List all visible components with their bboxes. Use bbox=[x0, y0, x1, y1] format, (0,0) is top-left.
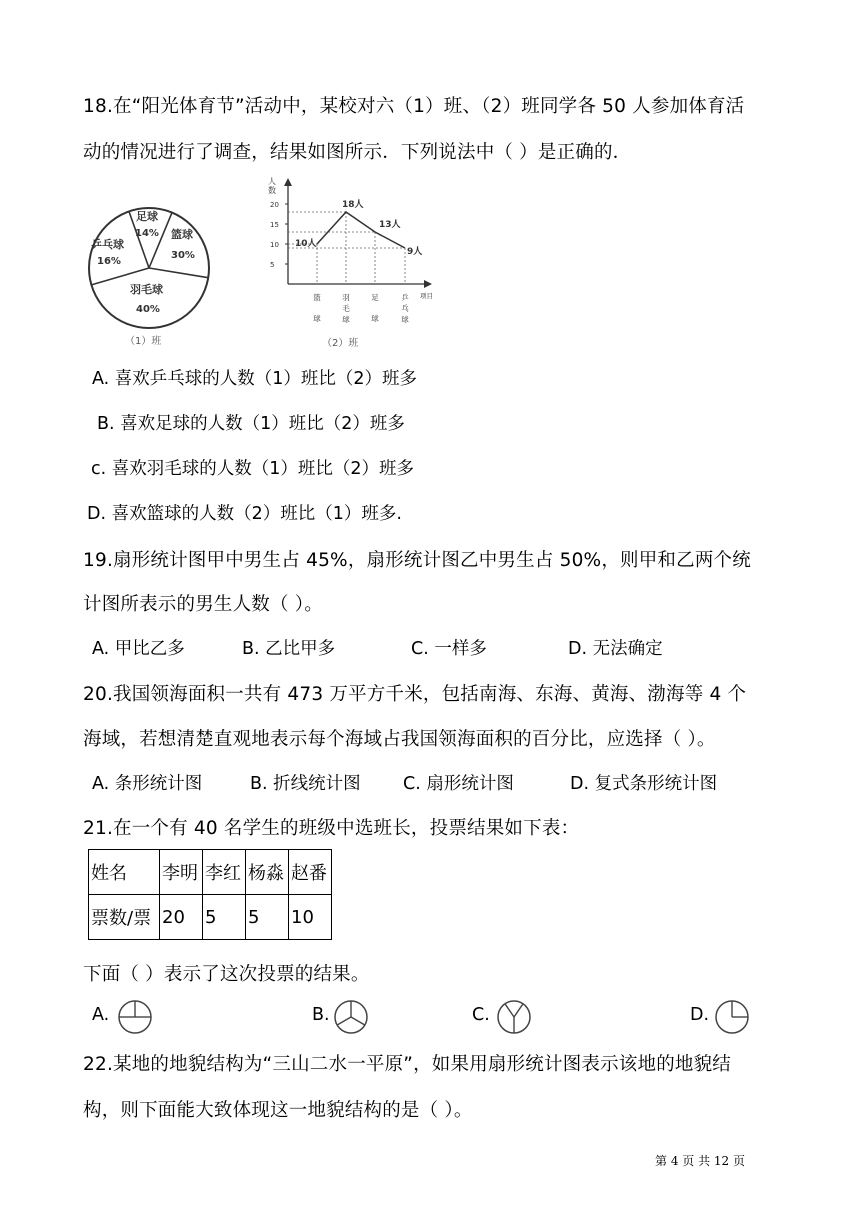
table-cell: 赵番 bbox=[289, 850, 332, 895]
table-cell: 票数/票 bbox=[89, 895, 160, 940]
y-ticks bbox=[270, 201, 288, 269]
pie-label-badminton: 羽毛球 bbox=[130, 283, 163, 296]
y-tick-label: 5 bbox=[270, 261, 275, 269]
pie-value-basketball: 30% bbox=[171, 250, 195, 261]
table-row bbox=[89, 850, 332, 895]
pie-chart-class1 bbox=[80, 192, 230, 352]
pie-value-football: 14% bbox=[135, 228, 159, 239]
q20-line1: 20.我国领海面积一共有 473 万平方千米，包括南海、东海、黄海、渤海等 4 个 bbox=[83, 684, 747, 705]
table-cell: 姓名 bbox=[89, 850, 160, 895]
table-row bbox=[89, 895, 332, 940]
x-category-label: 羽毛球 bbox=[342, 293, 350, 324]
pie-value-badminton: 40% bbox=[136, 304, 160, 315]
q21-option-a[interactable]: A. bbox=[92, 1005, 110, 1025]
q20-option-d[interactable]: D. 复式条形统计图 bbox=[570, 774, 718, 794]
table-cell: 5 bbox=[203, 895, 246, 940]
point-label: 18人 bbox=[342, 200, 364, 210]
q18-option-b[interactable]: B. 喜欢足球的人数（1）班比（2）班多 bbox=[97, 414, 405, 434]
x-category-label: 篮球 bbox=[313, 293, 321, 323]
table-cell: 20 bbox=[160, 895, 203, 940]
q21-line1: 21.在一个有 40 名学生的班级中选班长，投票结果如下表： bbox=[83, 818, 580, 839]
pie-option-a-icon[interactable] bbox=[115, 997, 155, 1037]
q20-option-a[interactable]: A. 条形统计图 bbox=[92, 774, 203, 794]
point-label: 13人 bbox=[379, 220, 401, 230]
pie-option-d-icon[interactable] bbox=[712, 997, 752, 1037]
x-categories bbox=[313, 292, 409, 324]
q22-line2: 构，则下面能大致体现这一地貌结构的是（ ）。 bbox=[83, 1100, 473, 1121]
table-cell: 杨淼 bbox=[246, 850, 289, 895]
table-cell: 李明 bbox=[160, 850, 203, 895]
vote-table bbox=[88, 849, 332, 940]
x-category-label: 乒乓球 bbox=[401, 293, 409, 324]
pie-value-pingpong: 16% bbox=[97, 256, 121, 267]
q19-option-d[interactable]: D. 无法确定 bbox=[568, 639, 663, 659]
q19-option-c[interactable]: C. 一样多 bbox=[411, 639, 487, 659]
line-chart-caption: （2）班 bbox=[322, 338, 359, 349]
pie-label-basketball: 篮球 bbox=[171, 228, 193, 241]
q21-option-b[interactable]: B. bbox=[312, 1005, 330, 1025]
point-labels bbox=[295, 198, 422, 257]
table-cell: 10 bbox=[289, 895, 332, 940]
pie-option-b-icon[interactable] bbox=[331, 997, 371, 1037]
q22-line1: 22.某地的地貌结构为“三山二水一平原”，如果用扇形统计图表示该地的地貌结 bbox=[83, 1054, 731, 1075]
pie-caption: （1）班 bbox=[125, 336, 162, 347]
x-axis-label: 项目 bbox=[420, 292, 433, 300]
q21-option-c[interactable]: C. bbox=[472, 1005, 490, 1025]
pie-option-c-icon[interactable] bbox=[494, 997, 534, 1037]
q18-option-c[interactable]: c. 喜欢羽毛球的人数（1）班比（2）班多 bbox=[91, 459, 415, 479]
y-axis-arrow bbox=[284, 178, 292, 186]
x-axis-arrow bbox=[424, 280, 432, 288]
series-line bbox=[317, 212, 405, 248]
y-axis-label-char: 人 bbox=[268, 177, 276, 186]
q19-option-b[interactable]: B. 乙比甲多 bbox=[242, 639, 336, 659]
table-cell: 李红 bbox=[203, 850, 246, 895]
pie-label-football: 足球 bbox=[136, 210, 158, 223]
line-chart-class2 bbox=[262, 174, 452, 354]
q21-line2: 下面（ ）表示了这次投票的结果。 bbox=[83, 964, 370, 985]
q21-option-d[interactable]: D. bbox=[690, 1005, 710, 1025]
q19-line2: 计图所表示的男生人数（ ）。 bbox=[83, 594, 323, 615]
x-category-label: 足球 bbox=[371, 293, 379, 323]
q19-line1: 19.扇形统计图甲中男生占 45%，扇形统计图乙中男生占 50%，则甲和乙两个统 bbox=[83, 550, 751, 571]
q18-option-d[interactable]: D. 喜欢篮球的人数（2）班比（1）班多. bbox=[87, 504, 402, 524]
y-axis-label-char: 数 bbox=[268, 186, 276, 195]
q20-option-c[interactable]: C. 扇形统计图 bbox=[403, 774, 514, 794]
q20-option-b[interactable]: B. 折线统计图 bbox=[250, 774, 361, 794]
point-label: 9人 bbox=[407, 247, 423, 257]
q18-line1: 18.在“阳光体育节”活动中，某校对六（1）班、（2）班同学各 50 人参加体育活 bbox=[83, 96, 745, 117]
q20-line2: 海域，若想清楚直观地表示每个海域占我国领海面积的百分比，应选择（ ）。 bbox=[83, 729, 716, 750]
q19-option-a[interactable]: A. 甲比乙多 bbox=[92, 639, 185, 659]
q18-option-a[interactable]: A. 喜欢乒乓球的人数（1）班比（2）班多 bbox=[92, 369, 418, 389]
point-label: 10人 bbox=[295, 239, 317, 249]
y-tick-label: 15 bbox=[270, 221, 279, 229]
page-footer: 第 4 页 共 12 页 bbox=[655, 1154, 745, 1168]
table-cell: 5 bbox=[246, 895, 289, 940]
y-tick-label: 20 bbox=[270, 201, 279, 209]
q18-line2: 动的情况进行了调查，结果如图所示．下列说法中（ ）是正确的． bbox=[83, 142, 632, 163]
pie-label-pingpong: 乒乓球 bbox=[91, 238, 124, 251]
y-tick-label: 10 bbox=[270, 241, 279, 249]
